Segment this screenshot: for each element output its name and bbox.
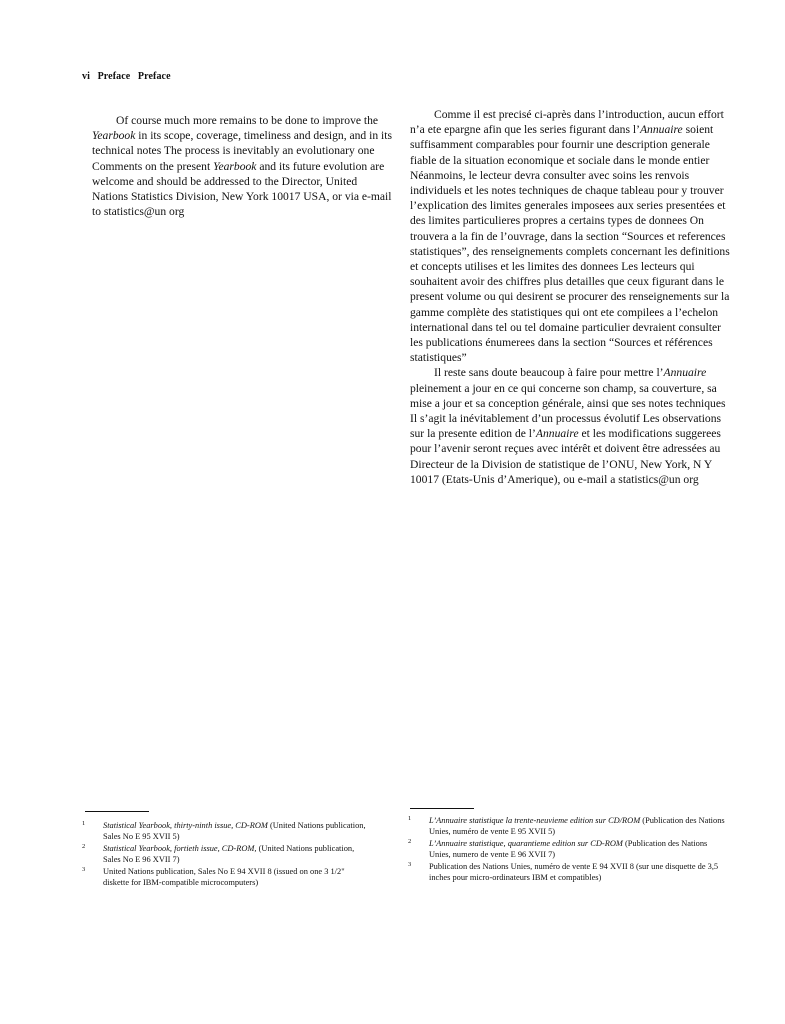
footnote-rest: (United Nations publication, Sales No E 96 XVII 7) [103,843,355,865]
right-column-french [410,107,732,487]
footnote-rest: United Nations publication, Sales No E 94 XVII 8 (issued on one 3 1/2" diskette for IBM-compatible microcomputers) [103,866,345,888]
footnote [82,843,368,866]
footnotes-english [82,820,368,888]
italic-title: Yearbook [92,129,136,143]
footnote [408,861,728,884]
text-run: soient suffisamment comparables pour fournir une description generale fiable de la situation economique et sociale dans le monde entier Néanmoins, le lecteur devra consulter avec soins les renvois individuels et les notes techniques de chaque tableau pour y trouver l’explication des limites generales imposees aux series presentées et des limites particulieres propres a certains types de donnees On trouvera a la fin de l’ouvrage, dans la section “Sources et references statistiques”, des renseignements complets concernant les definitions et concepts utilises et les limites des donnees Les lecteurs qui souhaitent avoir des chiffres plus detailles que ceux figurant dans le present volume ou qui desirent se procurer des renseignements sur la gamme complète des statistiques qui ont ete compilees a l’echelon international dans tel ou tel domaine particulier devraient consulter les publications énumerees dans la section “Sources et références statistiques” [410,123,730,365]
footnote [82,820,368,843]
footnotes-french [408,815,728,883]
footnote [408,838,728,861]
running-head [82,71,176,82]
italic-title: Annuaire [535,427,579,441]
text-run: in its scope, coverage, timeliness and design, and in its technical notes The process is inevitably an evolutionary one Comments on the present [92,129,392,173]
italic-title: Annuaire [639,123,683,137]
footnote-number: 3 [408,860,412,868]
text-run: et les modifications suggerees pour l’avenir seront reçues avec intérêt et doivent être adressées au Directeur de la Division de statistique de l’ONU, New York, N Y 10017 (Etats-Unis d’Amerique), ou e-mail a statistics@un org [410,427,721,486]
footnote-rule-right [410,808,474,809]
footnote-text [103,866,368,889]
text-run: Il reste sans doute beaucoup à faire pour mettre l’ [434,366,664,380]
footnote-number: 2 [408,837,412,845]
text-run: Of course much more remains to be done to improve the [116,114,379,127]
footnote-text [103,843,368,866]
footnote [408,815,728,838]
left-column-english [92,113,392,219]
footnote [82,866,368,889]
footnote-rest: (United Nations publication, Sales No E 95 XVII 5) [103,821,366,842]
text-run: Comme il est precisé ci-après dans l’introduction, aucun effort n’a ete epargne afin que les series figurant dans l’ [410,108,724,137]
footnote-rest: (Publication des Nations Unies, numéro de vente E 95 XVII 5) [429,816,725,837]
footnote-text [429,838,728,861]
italic-title: Yearbook [213,159,257,173]
running-head-title-fr: Preface [137,71,171,82]
footnote-number: 3 [82,865,86,873]
running-head-title-en: Preface [97,71,131,82]
footnote-text [103,820,368,843]
footnote-rule-left [85,811,149,812]
footnote-text [429,815,728,838]
page-number: vi [82,71,90,82]
footnote-rest: Publication des Nations Unies, numéro de vente E 94 XVII 8 (sur une disquette de 3,5 inches pour micro-ordinateurs IBM et compatibles) [429,861,719,883]
footnote-number: 1 [408,815,412,822]
footnote-italic: Statistical Yearbook, fortieth issue, CD-ROM, [103,843,257,853]
footnote-italic: L’Annuaire statistique la trente-neuvieme edition sur CD/ROM [429,816,641,825]
footnote-rest: (Publication des Nations Unies, numero de vente E 96 XVII 7) [429,838,708,860]
footnote-number: 2 [82,842,86,850]
footnote-italic: L’Annuaire statistique, quarantieme edition sur CD-ROM [429,838,623,848]
footnote-number: 1 [82,820,86,827]
italic-title: Annuaire [663,366,707,380]
text-run: pleinement a jour en ce qui concerne son champ, sa couverture, sa mise a jour et sa conception générale, ainsi que ses notes techniques Il s’agit la inévitablement d’un processus évolutif Les observations sur la presente edition de l’ [410,381,726,441]
footnote-text [429,861,728,884]
text-run: and its future evolution are welcome and should be addressed to the Director, United Nations Statistics Division, New York 10017 USA, or via e-mail to statistics@un org [92,159,392,219]
french-paragraph-2 [410,365,732,487]
french-paragraph-1 [410,107,732,365]
english-paragraph [92,113,392,219]
footnote-italic: Statistical Yearbook, thirty-ninth issue, CD-ROM [103,821,268,830]
